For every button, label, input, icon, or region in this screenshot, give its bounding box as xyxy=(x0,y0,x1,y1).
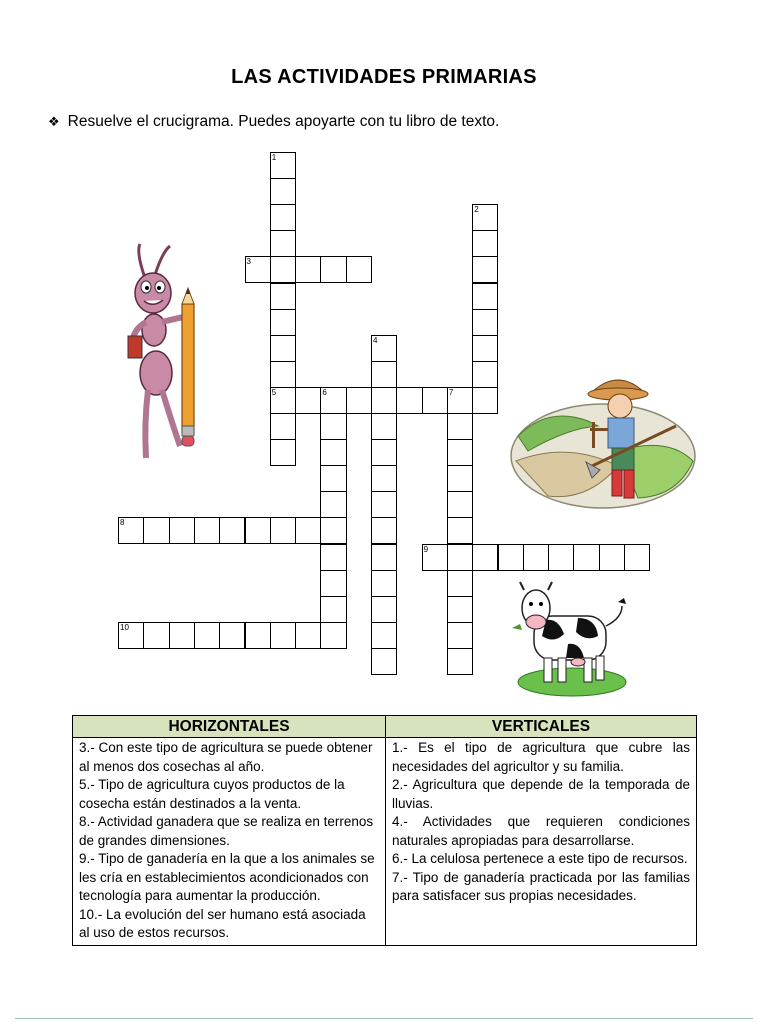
cow-illustration xyxy=(506,578,632,702)
crossword-cell[interactable] xyxy=(219,622,245,649)
crossword-cell[interactable] xyxy=(371,544,397,571)
crossword-cell[interactable] xyxy=(624,544,650,571)
crossword-cell[interactable] xyxy=(599,544,625,571)
clue-vertical-2: 2.- Agricultura que depende de la temporada de lluvias. xyxy=(392,777,690,811)
crossword-cell[interactable] xyxy=(472,335,498,362)
crossword-cell[interactable] xyxy=(371,439,397,466)
crossword-cell[interactable] xyxy=(143,517,169,544)
crossword-cell[interactable] xyxy=(320,517,346,544)
clue-number: 3 xyxy=(246,257,251,267)
farmer-illustration xyxy=(508,366,708,512)
crossword-cell[interactable] xyxy=(447,648,473,675)
crossword-cell[interactable] xyxy=(270,178,296,205)
clue-vertical-6: 6.- La celulosa pertenece a este tipo de recursos. xyxy=(392,851,688,866)
crossword-cell[interactable] xyxy=(270,309,296,336)
crossword-cell[interactable] xyxy=(447,465,473,492)
diamond-bullet-icon: ❖ xyxy=(48,114,60,129)
crossword-cell[interactable] xyxy=(371,648,397,675)
crossword-cell[interactable] xyxy=(245,622,271,649)
crossword-cell[interactable] xyxy=(371,465,397,492)
crossword-cell[interactable] xyxy=(371,517,397,544)
crossword-cell[interactable] xyxy=(270,335,296,362)
crossword-cell[interactable] xyxy=(270,230,296,257)
crossword-cell[interactable] xyxy=(472,283,498,310)
crossword-cell[interactable] xyxy=(219,517,245,544)
clue-number: 1 xyxy=(271,153,277,162)
crossword-cell[interactable] xyxy=(245,517,271,544)
crossword-cell[interactable] xyxy=(447,413,473,440)
crossword-cell[interactable] xyxy=(371,622,397,649)
crossword-cell[interactable] xyxy=(169,517,195,544)
crossword-cell[interactable] xyxy=(270,439,296,466)
crossword-cell[interactable] xyxy=(573,544,599,571)
crossword-cell[interactable] xyxy=(270,361,296,388)
crossword-cell[interactable] xyxy=(371,570,397,597)
crossword-cell[interactable] xyxy=(447,491,473,518)
crossword-cell[interactable] xyxy=(270,256,296,283)
crossword-cell[interactable] xyxy=(472,361,498,388)
crossword-cell[interactable] xyxy=(320,596,346,623)
crossword-cell[interactable] xyxy=(498,544,524,571)
horizontal-header: HORIZONTALES xyxy=(73,716,386,738)
crossword-cell[interactable] xyxy=(472,230,498,257)
crossword-cell[interactable] xyxy=(548,544,574,571)
clue-number: 10 xyxy=(120,622,129,632)
crossword-cell[interactable] xyxy=(295,517,321,544)
crossword-cell[interactable] xyxy=(320,570,346,597)
clue-number: 4 xyxy=(373,335,378,345)
clue-horizontal-9: 9.- Tipo de ganadería en la que a los animales se les cría en establecimientos acondicionados con tecnología para aumentar la producción. xyxy=(79,851,375,903)
crossword-cell[interactable] xyxy=(143,622,169,649)
clue-horizontal-3: 3.- Con este tipo de agricultura se puede obtener al menos dos cosechas al año. xyxy=(79,740,373,774)
clue-horizontal-8: 8.- Actividad ganadera que se realiza en terrenos de grandes dimensiones. xyxy=(79,814,374,848)
crossword-cell[interactable] xyxy=(270,517,296,544)
crossword-cell[interactable] xyxy=(320,256,346,283)
crossword-cell[interactable] xyxy=(295,256,321,283)
crossword-cell[interactable] xyxy=(447,544,473,571)
clue-number: 2 xyxy=(474,205,479,215)
crossword-cell[interactable] xyxy=(371,491,397,518)
crossword-cell[interactable] xyxy=(320,622,346,649)
crossword-cell[interactable] xyxy=(447,517,473,544)
clues-table xyxy=(72,715,697,946)
clue-vertical-7: 7.- Tipo de ganadería practicada por las familias para satisfacer sus propias necesidades. xyxy=(392,869,690,903)
crossword-cell[interactable] xyxy=(320,439,346,466)
crossword-cell[interactable] xyxy=(270,204,296,231)
clue-horizontal-10: 10.- La evolución del ser humano está asociada al uso de estos recursos. xyxy=(79,906,366,940)
crossword-cell[interactable] xyxy=(396,387,422,414)
clue-number: 8 xyxy=(120,518,125,528)
crossword-cell[interactable] xyxy=(422,387,448,414)
clue-vertical-1: 1.- Es el tipo de agricultura que cubre las necesidades del agricultor y su familia. xyxy=(392,740,690,774)
clue-number: 7 xyxy=(448,387,454,397)
crossword-cell[interactable] xyxy=(447,596,473,623)
crossword-cell[interactable] xyxy=(371,361,397,388)
crossword-cell[interactable] xyxy=(371,413,397,440)
crossword-cell[interactable] xyxy=(270,413,296,440)
clue-vertical-4: 4.- Actividades que requieren condiciones naturales apropiadas para desarrollarse. xyxy=(392,814,690,848)
crossword-cell[interactable] xyxy=(472,387,498,414)
instruction-text: Resuelve el crucigrama. Puedes apoyarte con tu libro de texto. xyxy=(67,113,500,130)
page-title: LAS ACTIVIDADES PRIMARIAS xyxy=(231,66,537,88)
crossword-cell[interactable] xyxy=(295,387,321,414)
crossword-cell[interactable] xyxy=(371,596,397,623)
clue-number: 5 xyxy=(271,387,277,397)
crossword-cell[interactable] xyxy=(194,517,220,544)
clue-number: 9 xyxy=(423,544,429,554)
crossword-cell[interactable] xyxy=(320,491,346,518)
vertical-header: VERTICALES xyxy=(386,716,697,738)
crossword-cell[interactable] xyxy=(346,387,372,414)
clue-number: 6 xyxy=(322,387,327,397)
crossword-cell[interactable] xyxy=(523,544,549,571)
crossword-cell[interactable] xyxy=(169,622,195,649)
crossword-cell[interactable] xyxy=(472,309,498,336)
crossword-cell[interactable] xyxy=(447,622,473,649)
crossword-cell[interactable] xyxy=(447,570,473,597)
ant-with-pencil-illustration xyxy=(118,238,214,466)
horizontal-clues xyxy=(73,738,386,946)
crossword-cell[interactable] xyxy=(295,622,321,649)
crossword-cell[interactable] xyxy=(320,465,346,492)
crossword-cell[interactable] xyxy=(447,439,473,466)
crossword-cell[interactable] xyxy=(270,622,296,649)
crossword-cell[interactable] xyxy=(346,256,372,283)
crossword-cell[interactable] xyxy=(270,283,296,310)
crossword-cell[interactable] xyxy=(320,544,346,571)
clue-horizontal-5: 5.- Tipo de agricultura cuyos productos de la cosecha están destinados a la venta. xyxy=(79,777,345,811)
crossword-cell[interactable] xyxy=(320,413,346,440)
crossword-cell[interactable] xyxy=(371,387,397,414)
crossword-cell[interactable] xyxy=(194,622,220,649)
footer-divider xyxy=(15,1018,753,1019)
vertical-clues xyxy=(386,738,697,946)
crossword-cell[interactable] xyxy=(472,544,498,571)
crossword-cell[interactable] xyxy=(472,256,498,283)
